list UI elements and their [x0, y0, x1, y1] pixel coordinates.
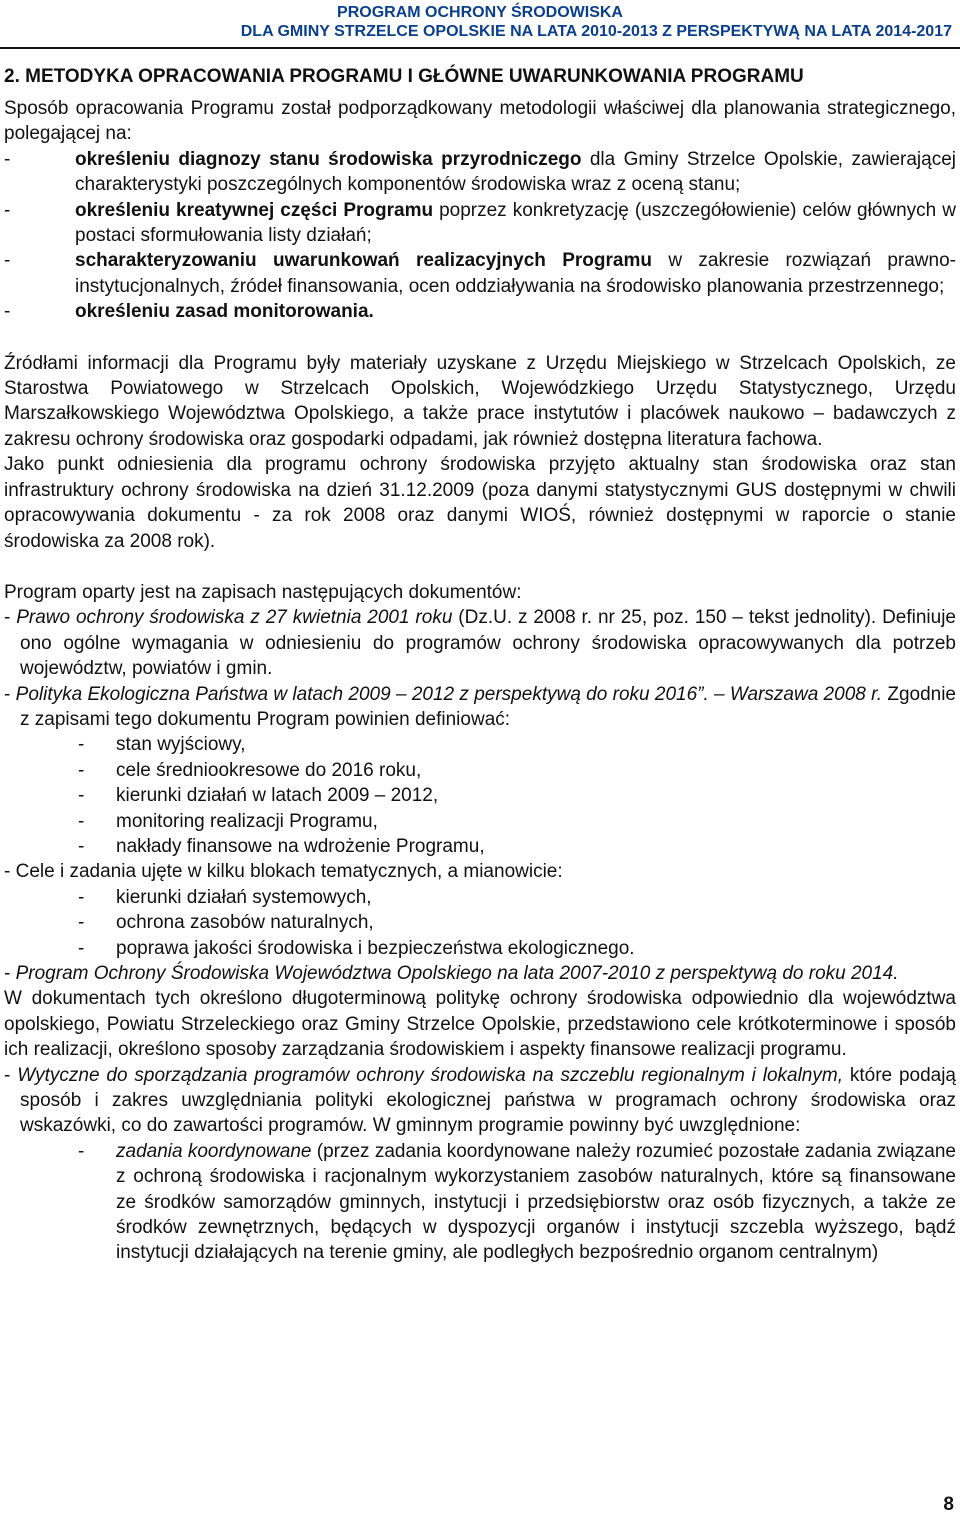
- sources-paragraph: Źródłami informacji dla Programu były materiały uzyskane z Urzędu Miejskiego w Strzelcach Opolskich, ze Starostwa Powiatowego w Strzelcach Opolskich, Wojewódzkiego Urzędu Statystycznego, Urzędu Marszałkowskiego Województwa Opolskiego, a także prace instytutów i placówek naukowo – badawczych z zakresu ochrony środowiska oraz gospodarki odpadami, jak również dostępna literatura fachowa.: [4, 352, 956, 450]
- list-item: [4, 834, 956, 859]
- dash-marker: -: [78, 835, 85, 857]
- list-item-bold: określeniu zasad monitorowania.: [75, 301, 374, 323]
- goals-intro: - Cele i zadania ujęte w kilku blokach tematycznych, a mianowicie:: [4, 861, 563, 883]
- list-item: [4, 809, 956, 834]
- header-divider: [0, 47, 960, 49]
- document-entry: - Wytyczne do sporządzania programów ochrony środowiska na szczeblu regionalnym i lokalnym, które podają sposób i zakres uwzględniania polityki ekologicznej państwa w programach ochrony środowiska oraz wskazówki, co do zawartości programów. W gminnym programie powinny być uwzględnione:: [4, 1064, 956, 1137]
- page-header: [0, 0, 960, 48]
- dash-marker: -: [4, 199, 11, 221]
- list-item: [4, 910, 956, 935]
- list-item-text: kierunki działań w latach 2009 – 2012,: [116, 785, 439, 807]
- list-item-bold: określeniu kreatywnej części Programu: [75, 199, 434, 221]
- dash-marker: -: [78, 886, 85, 908]
- list-item: [4, 936, 956, 961]
- list-item-text: poprawa jakości środowiska i bezpieczeństwa ekologicznego.: [116, 937, 635, 959]
- list-item-text: dla Gminy Strzelce Opolskie, zawierającej charakterystyki poszczególnych komponentów środowiska wraz z oceną stanu;: [75, 148, 956, 196]
- dash-marker: -: [78, 785, 85, 807]
- list-item-text: (przez zadania koordynowane należy rozumieć pozostałe zadania związane z ochroną środowiska i racjonalnym wykorzystaniem zasobów naturalnych, które są finansowane ze środków samorządów gminnych, instytucji i przedsiębiorstw oraz osób fizycznych, a także ze środków zewnętrznych, będących w dyspozycji organów i instytucji szczebla wyższego, bądź instytucji działających na terenie gminy, ale podległych bezpośrednio organom centralnym): [116, 1140, 956, 1264]
- dash-marker: -: [4, 148, 11, 170]
- list-item-text: monitoring realizacji Programu,: [116, 810, 378, 832]
- list-item-text: ochrona zasobów naturalnych,: [116, 912, 374, 934]
- list-item: [4, 147, 956, 198]
- page-number: 8: [943, 1494, 954, 1515]
- list-item-text: kierunki działań systemowych,: [116, 886, 372, 908]
- document-title: Polityka Ekologiczna Państwa w latach 2009 – 2012 z perspektywą do roku 2016”. – Warszawa 2008 r.: [15, 683, 883, 705]
- document-entry: - Program Ochrony Środowiska Województwa Opolskiego na lata 2007-2010 z perspektywą do roku 2014.: [4, 963, 899, 984]
- dash-marker: -: [78, 734, 85, 756]
- list-item: [4, 885, 956, 910]
- header-program-title: PROGRAM OCHRONY ŚRODOWISKA: [337, 4, 623, 21]
- document-description: które podają sposób i zakres uwzględniania polityki ekologicznej państwa w programach ochrony środowiska oraz wskazówki, co do zawartości programów. W gminnym programie powinny być uwzględnione:: [20, 1064, 956, 1137]
- list-item-text: cele średniookresowe do 2016 roku,: [116, 759, 422, 781]
- list-item: [4, 732, 956, 757]
- dash-marker: -: [78, 759, 85, 781]
- list-item-text: w zakresie rozwiązań prawno-instytucjonalnych, źródeł finansowania, ocen oddziaływania na środowisko planowania przestrzennego;: [75, 250, 956, 297]
- list-item-text: poprzez konkretyzację (uszczegółowienie) celów głównych w postaci sformułowania listy działań;: [75, 199, 956, 247]
- document-title: Program Ochrony Środowiska Województwa Opolskiego na lata 2007-2010 z perspektywą do roku 2014.: [15, 963, 899, 984]
- reference-paragraph: Jako punkt odniesienia dla programu ochrony środowiska przyjęto aktualny stan środowiska oraz stan infrastruktury ochrony środowiska na dzień 31.12.2009 (poza danymi statystycznymi GUS dostępnymi w chwili opracowywania dokumentu - za rok 2008 oraz danymi WIOŚ, również dostępnymi w raporcie o stanie środowiska za 2008 rok).: [4, 454, 956, 552]
- list-item-bold: scharakteryzowaniu uwarunkowań realizacyjnych Programu: [75, 250, 652, 272]
- documents-paragraph: W dokumentach tych określono długoterminową politykę ochrony środowiska odpowiednio dla województwa opolskiego, Powiatu Strzeleckiego oraz Gminy Strzelce Opolskie, przedstawiono cele krótkoterminowe i sposób ich realizacji, określono sposoby zarządzania środowiskiem i aspekty finansowe realizacji programu.: [4, 988, 956, 1061]
- document-entry: - Polityka Ekologiczna Państwa w latach 2009 – 2012 z perspektywą do roku 2016”. – Warszawa 2008 r. Zgodnie z zapisami tego dokumentu Program powinien definiować:: [4, 683, 956, 730]
- document-title: Prawo ochrony środowiska z 27 kwietnia 2001 roku: [16, 607, 453, 629]
- list-item: [4, 248, 956, 299]
- list-item: [4, 758, 956, 783]
- list-item-italic: zadania koordynowane: [116, 1140, 312, 1162]
- list-item: [4, 783, 956, 808]
- list-item-text: nakłady finansowe na wdrożenie Programu,: [116, 835, 485, 857]
- document-body: [4, 64, 956, 1266]
- dash-marker: -: [78, 810, 85, 832]
- section-heading: 2. METODYKA OPRACOWANIA PROGRAMU I GŁÓWNE UWARUNKOWANIA PROGRAMU: [4, 66, 804, 87]
- list-item: [4, 1139, 956, 1266]
- document-description: (Dz.U. z 2008 r. nr 25, poz. 150 – tekst jednolity). Definiuje ono ogólne wymagania w odniesieniu do programów ochrony środowiska opracowywanych dla potrzeb województw, powiatów i gmin.: [20, 607, 956, 680]
- document-description: Zgodnie z zapisami tego dokumentu Program powinien definiować:: [20, 683, 956, 730]
- based-on-paragraph: Program oparty jest na zapisach następujących dokumentów:: [4, 581, 522, 603]
- list-item: [4, 299, 956, 324]
- dash-marker: -: [78, 1140, 85, 1162]
- dash-marker: -: [78, 912, 85, 934]
- dash-marker: -: [4, 250, 11, 272]
- dash-marker: -: [4, 301, 11, 323]
- document-entry: - Prawo ochrony środowiska z 27 kwietnia 2001 roku (Dz.U. z 2008 r. nr 25, poz. 150 – tekst jednolity). Definiuje ono ogólne wymagania w odniesieniu do programów ochrony środowiska opracowywanych dla potrzeb województw, powiatów i gmin.: [4, 607, 956, 680]
- dash-marker: -: [78, 937, 85, 959]
- list-item-bold: określeniu diagnozy stanu środowiska przyrodniczego: [75, 148, 582, 170]
- intro-paragraph: Sposób opracowania Programu został podporządkowany metodologii właściwej dla planowania strategicznego, polegającej na:: [4, 98, 956, 145]
- list-item-text: stan wyjściowy,: [116, 734, 246, 756]
- header-program-subtitle: DLA GMINY STRZELCE OPOLSKIE NA LATA 2010-2013 Z PERSPEKTYWĄ NA LATA 2014-2017: [240, 23, 952, 40]
- list-item: [4, 198, 956, 249]
- document-title: Wytyczne do sporządzania programów ochrony środowiska na szczeblu regionalnym i lokalnym,: [17, 1064, 843, 1086]
